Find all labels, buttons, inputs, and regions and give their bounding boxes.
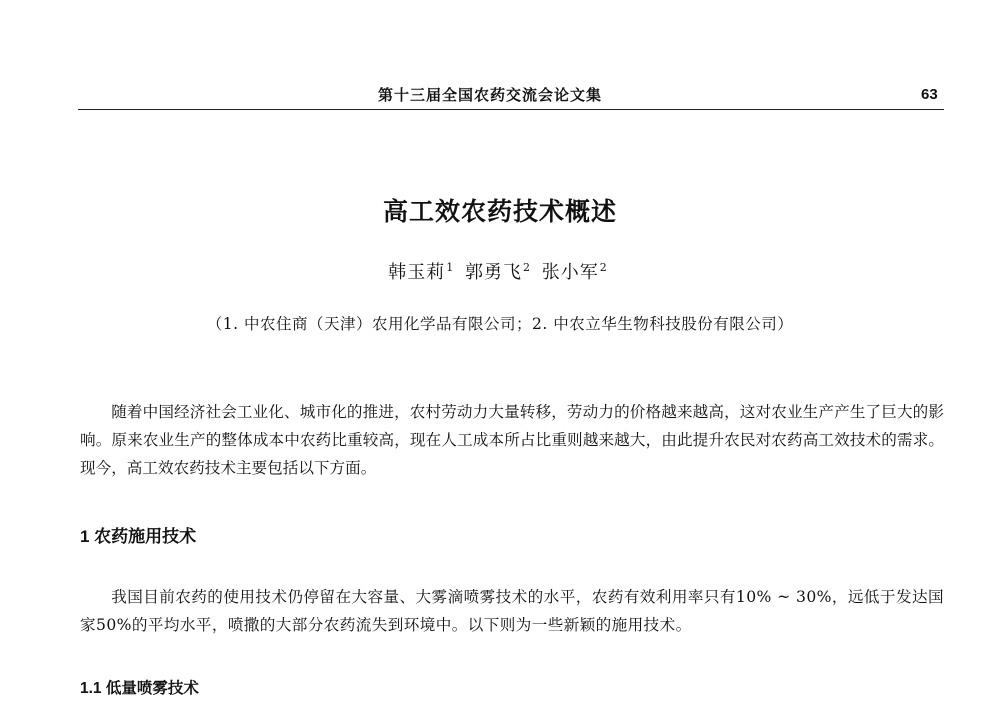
affiliations: （1. 中农住商（天津）农用化学品有限公司；2. 中农立华生物科技股份有限公司） — [206, 315, 794, 333]
author-list — [0, 258, 1000, 284]
author-affiliation-mark: 1 — [446, 261, 455, 274]
author-affiliation-mark: 2 — [523, 261, 531, 274]
running-header — [0, 84, 1000, 110]
journal-title: 第十三届全国农药交流会论文集 — [378, 86, 603, 104]
author-name: 郭勇飞 — [465, 262, 522, 283]
author-name: 韩玉莉 — [388, 262, 446, 283]
subsection-heading: 1.1 低量喷雾技术 — [80, 680, 199, 697]
intro-paragraph: 随着中国经济社会工业化、城市化的推进，农村劳动力大量转移，劳动力的价格越来越高，这对农业生产产生了巨大的影响。原来农业生产的整体成本中农药比重较高，现在人工成本所占比重则越来越大，由此提升农民对农药高工效技术的需求。现今，高工效农药技术主要包括以下方面。 — [80, 403, 944, 477]
author-name: 张小军 — [541, 262, 599, 283]
page-number: 63 — [921, 86, 938, 103]
paper-title: 高工效农药技术概述 — [382, 197, 617, 226]
section-heading: 1 农药施用技术 — [80, 527, 197, 546]
author-affiliation-mark: 2 — [599, 261, 608, 274]
header-rule — [78, 109, 944, 110]
section-paragraph: 我国目前农药的使用技术仍停留在大容量、大雾滴喷雾技术的水平，农药有效利用率只有10% ~ 30%，远低于发达国家50%的平均水平，喷撒的大部分农药流失到环境中。以下则为一些新颖的施用技术。 — [80, 588, 944, 634]
